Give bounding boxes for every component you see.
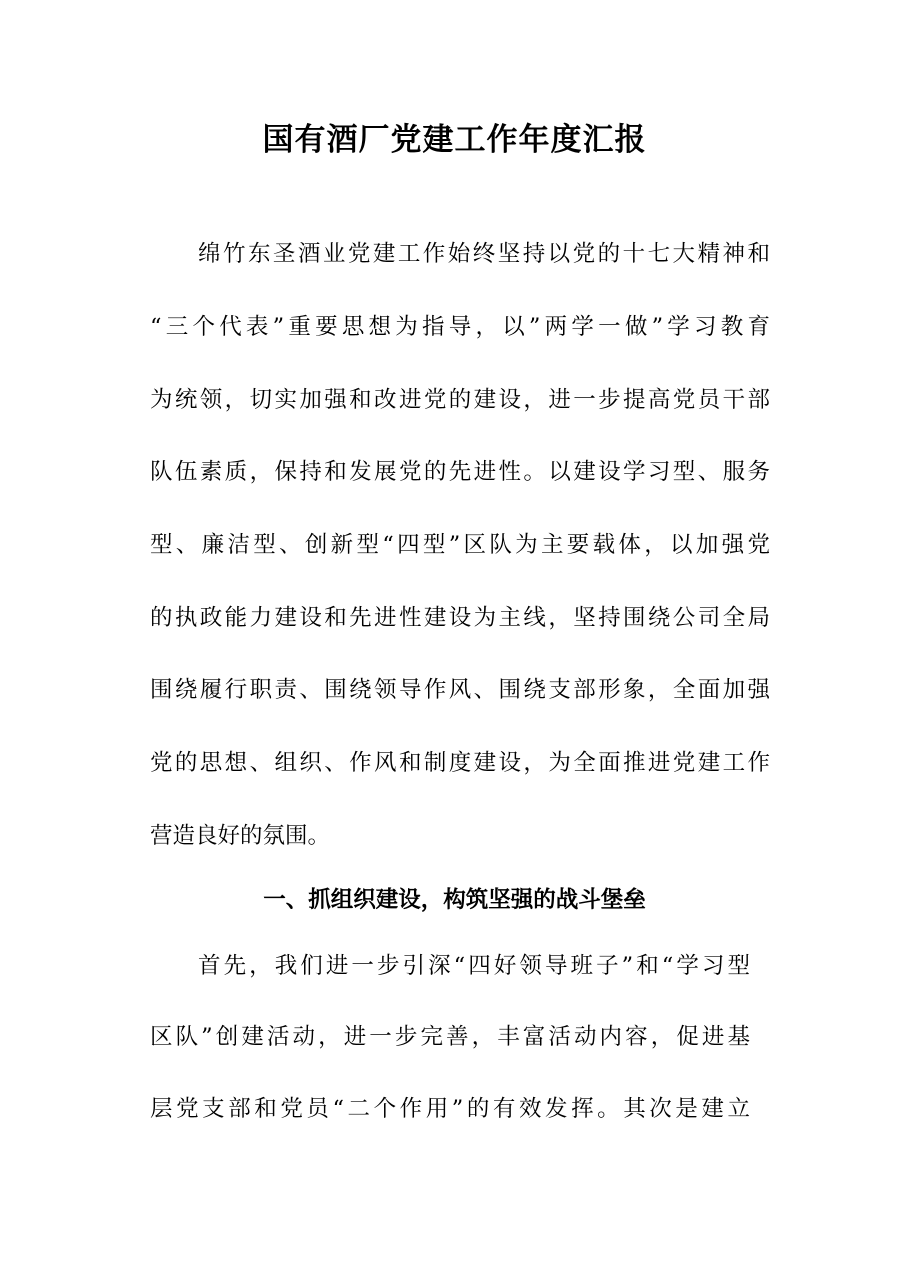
section-heading: 一、抓组织建设，构筑坚强的战斗堡垒 — [263, 887, 646, 913]
paragraph-line: 型、廉洁型、创新型“四型”区队为主要载体，以加强党 — [150, 532, 770, 558]
paragraph-line: 层党支部和党员“二个作用”的有效发挥。其次是建立 — [150, 1096, 750, 1122]
paragraph-line: 党的思想、组织、作风和制度建设，为全面推进党建工作 — [150, 750, 770, 776]
paragraph-line: 的执政能力建设和先进性建设为主线，坚持围绕公司全局 — [150, 605, 770, 631]
paragraph-line: 区队”创建活动，进一步完善，丰富活动内容，促进基 — [150, 1024, 750, 1050]
paragraph-line: 队伍素质，保持和发展党的先进性。以建设学习型、服务 — [150, 459, 770, 485]
paragraph-line: 绵竹东圣酒业党建工作始终坚持以党的十七大精神和 — [198, 241, 770, 267]
document-title: 国有酒厂党建工作年度汇报 — [262, 122, 647, 158]
paragraph-line: “三个代表”重要思想为指导，以”两学一做”学习教育 — [150, 314, 770, 340]
paragraph-line: 围绕履行职责、围绕领导作风、围绕支部形象，全面加强 — [150, 677, 770, 703]
paragraph-line: 为统领，切实加强和改进党的建设，进一步提高党员干部 — [150, 387, 770, 413]
paragraph-line: 营造良好的氛围。 — [150, 823, 331, 849]
paragraph-line: 首先，我们进一步引深“四好领导班子”和“学习型 — [198, 953, 750, 979]
